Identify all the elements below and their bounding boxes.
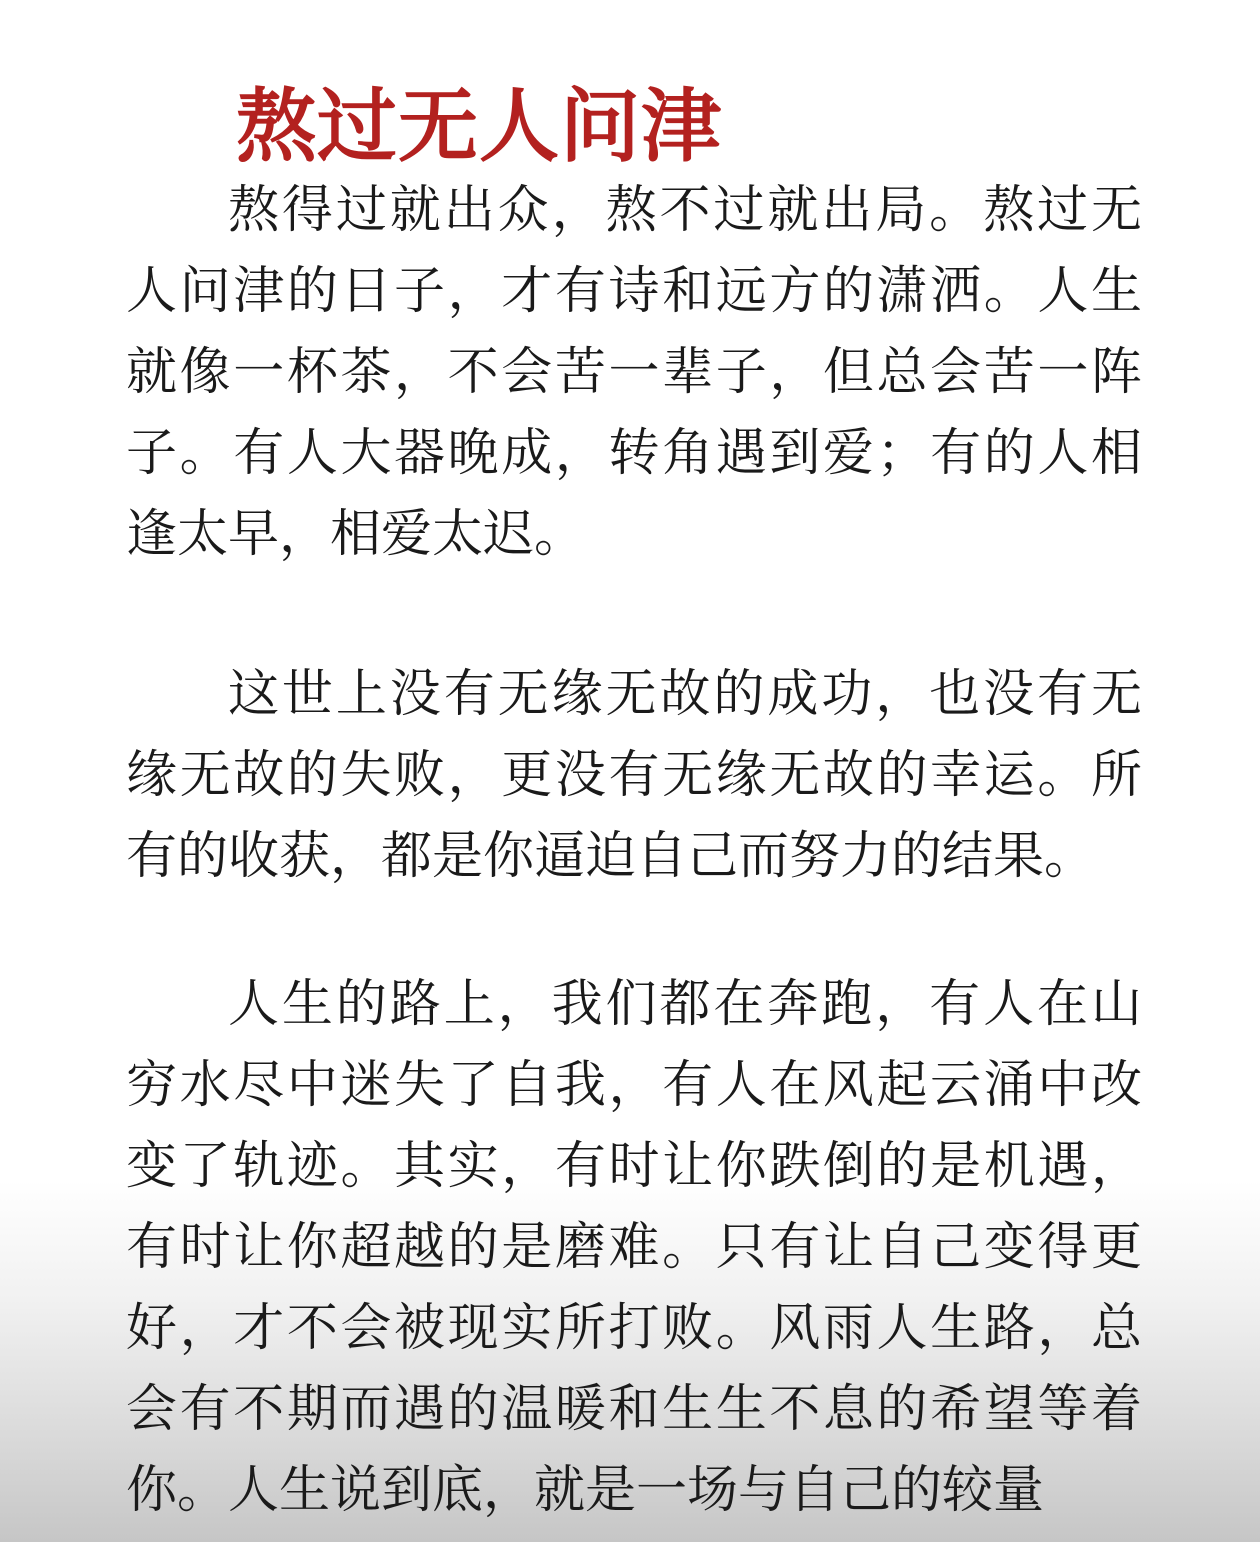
article-title: 熬过无人问津 — [236, 79, 722, 173]
paragraph-2: 这世上没有无缘无故的成功，也没有无缘无故的失败，更没有无缘无故的幸运。所有的收获，都是你逼迫自己而努力的结果。 — [126, 665, 1142, 886]
paragraph-3: 人生的路上，我们都在奔跑，有人在山穷水尽中迷失了自我，有人在风起云涌中改变了轨迹。其实，有时让你跌倒的是机遇，有时让你超越的是磨难。只有让自己变得更好，才不会被现实所打败。风雨人生路，总会有不期而遇的温暖和生生不息的希望等着你。人生说到底，就是一场与自己的较量 — [126, 975, 1142, 1520]
paragraph-1: 熬得过就出众，熬不过就出局。熬过无人问津的日子，才有诗和远方的潇洒。人生就像一杯茶，不会苦一辈子，但总会苦一阵子。有人大器晚成，转角遇到爱；有的人相逢太早，相爱太迟。 — [126, 181, 1142, 564]
